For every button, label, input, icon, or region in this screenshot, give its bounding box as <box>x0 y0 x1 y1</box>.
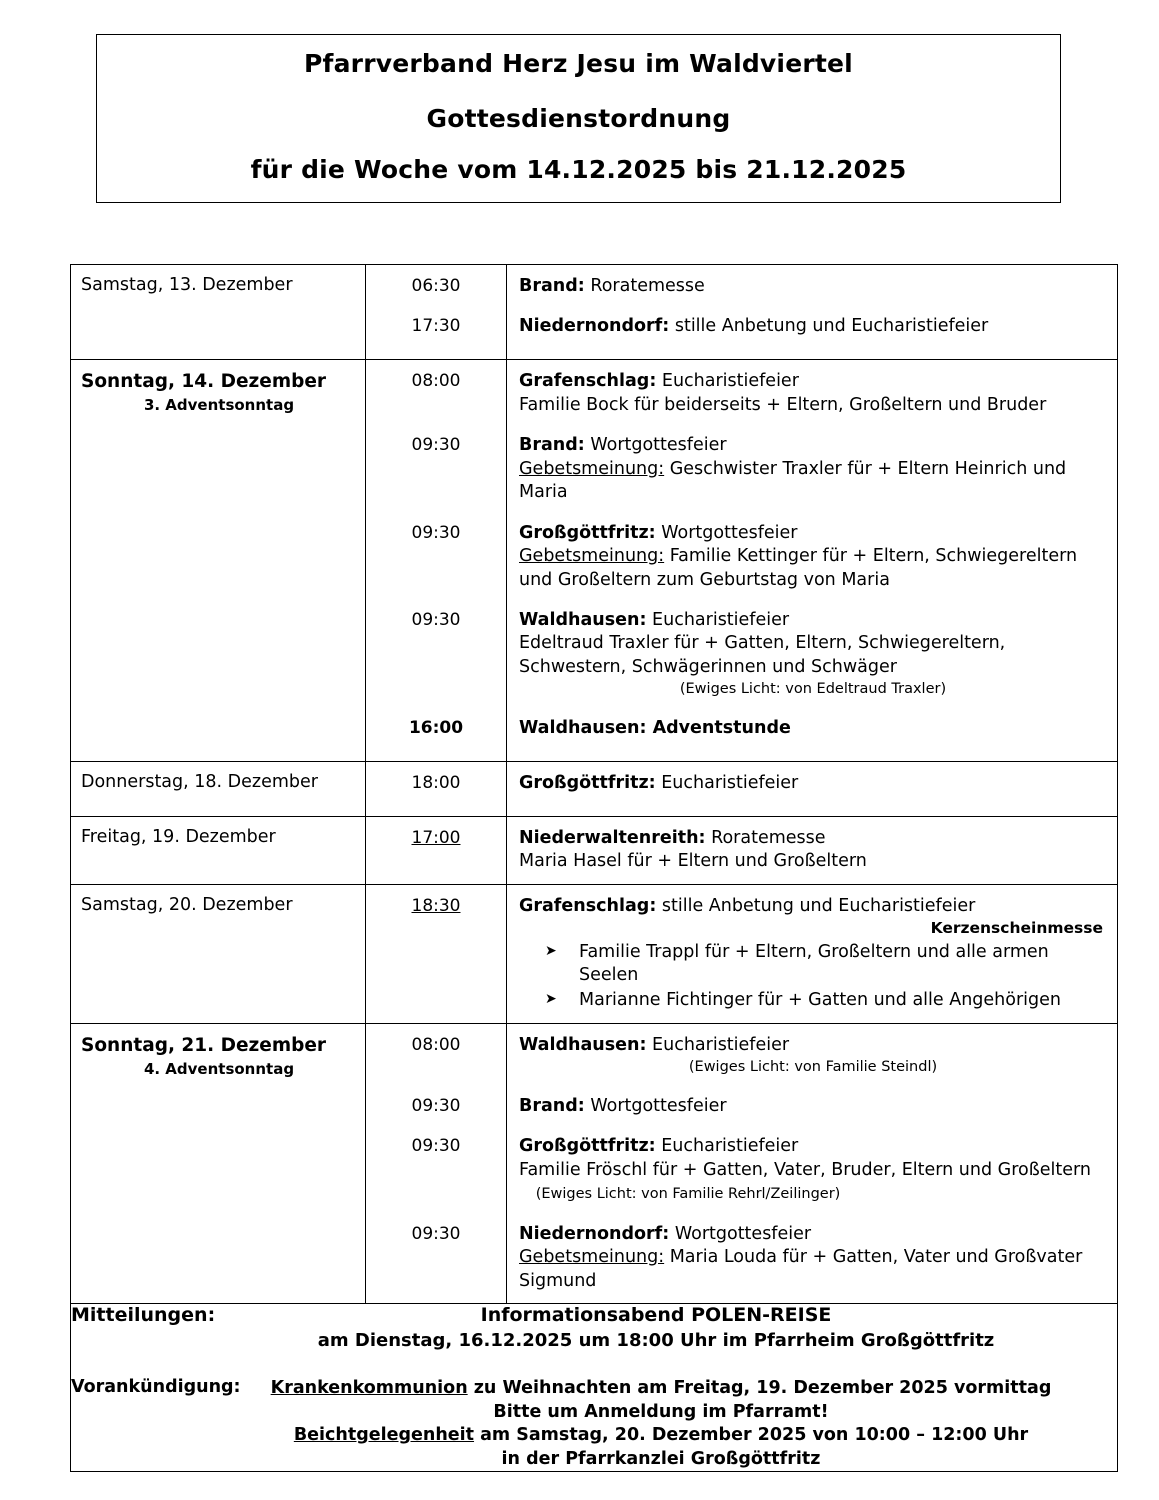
service-type: Wortgottesfeier <box>655 522 798 543</box>
spacer <box>507 592 1117 609</box>
service-subtitle: Kerzenscheinmesse <box>930 918 1103 937</box>
notice-main <box>246 1304 1066 1351</box>
service-type: Wortgottesfeier <box>669 1223 812 1244</box>
table-row <box>71 816 1118 884</box>
document-date-range: für die Woche vom 14.12.2025 bis 21.12.2025 <box>250 155 907 184</box>
day-cell <box>71 265 366 360</box>
spacer <box>507 1118 1117 1135</box>
service-place: Niedernondorf: <box>519 316 670 337</box>
spacer <box>507 1078 1117 1095</box>
service-entry <box>507 315 1117 338</box>
service-time: 18:30 <box>411 895 461 916</box>
day-label: Sonntag, 14. Dezember <box>81 371 327 393</box>
intention-text: Familie Fröschl für + Gatten, Vater, Bruder, Eltern und Großeltern (Ewiges Licht: von Familie Rehrl/Zeilinger) <box>519 1159 1091 1204</box>
day-label: Freitag, 19. Dezember <box>81 826 276 847</box>
notices-row <box>71 1303 1118 1472</box>
service-time: 09:30 <box>411 1223 461 1244</box>
announcement-line-3: Beichtgelegenheit am Samstag, 20. Dezember 2025 von 10:00 – 12:00 Uhr <box>293 1425 1029 1446</box>
service-time: 09:30 <box>411 435 461 456</box>
service-type: Eucharistiefeier <box>656 371 799 392</box>
table-row <box>71 265 1118 360</box>
time-cell <box>366 761 507 816</box>
time-cell <box>366 884 507 1024</box>
service-place: Waldhausen: <box>519 609 647 630</box>
intention-text: Edeltraud Traxler für + Gatten, Eltern, Schwiegereltern, Schwestern, Schwägerinnen und Schwäger <box>519 633 1006 677</box>
day-label: Sonntag, 21. Dezember <box>81 1035 327 1057</box>
intention-text: Maria Hasel für + Eltern und Großeltern <box>519 851 867 872</box>
service-time: 09:30 <box>411 1136 461 1157</box>
service-type: Eucharistiefeier <box>646 1035 790 1056</box>
service-type: Wortgottesfeier <box>584 1095 727 1116</box>
service-place-title: Waldhausen: Adventstunde <box>519 717 791 738</box>
service-entry <box>507 522 1117 592</box>
service-entry <box>507 1223 1117 1293</box>
intention-line <box>519 1246 1107 1293</box>
day-cell <box>71 360 366 761</box>
service-time: 09:30 <box>411 609 461 630</box>
list-item: ➤ Familie Trappl für + Eltern, Großeltern und alle armen Seelen <box>545 941 1107 988</box>
liturgical-day-label: 4. Adventsonntag <box>143 1059 295 1078</box>
notices-cell <box>71 1303 1118 1472</box>
eternal-light-note: (Ewiges Licht: von Edeltraud Traxler) <box>679 681 947 698</box>
day-label: Donnerstag, 18. Dezember <box>81 771 318 792</box>
announcement-line-4: in der Pfarrkanzlei Großgöttfritz <box>501 1448 821 1469</box>
service-entry <box>507 370 1117 417</box>
service-time: 17:00 <box>411 827 461 848</box>
spacer <box>507 417 1117 434</box>
service-place: Brand: <box>519 1095 585 1116</box>
service-time: 08:00 <box>411 1035 461 1056</box>
document-title: Gottesdienstordnung <box>426 104 731 133</box>
service-entry <box>507 1135 1117 1205</box>
intention-label: Gebetsmeinung: <box>519 546 665 567</box>
service-place: Großgöttfritz: <box>519 772 656 793</box>
service-entry <box>507 1034 1117 1078</box>
day-cell <box>71 884 366 1024</box>
notice-event-title: Informationsabend POLEN-REISE <box>480 1303 832 1326</box>
intention-label: Gebetsmeinung: <box>519 1247 665 1268</box>
eternal-light-note: (Ewiges Licht: von Familie Steindl) <box>688 1059 938 1076</box>
service-place: Grafenschlag: <box>519 895 657 916</box>
service-entry <box>507 772 1117 795</box>
table-row <box>71 1024 1118 1304</box>
service-time: 17:30 <box>411 316 461 337</box>
service-type: stille Anbetung und Eucharistiefeier <box>669 316 989 337</box>
announcement-line-1: Krankenkommunion zu Weihnachten am Freitag, 19. Dezember 2025 vormittag <box>270 1377 1052 1398</box>
intention-text: Familie Kettinger für + Eltern, Schwiegereltern und Großeltern zum Geburtstag von Maria <box>519 546 1078 590</box>
intention-line <box>519 458 1107 505</box>
service-type: Roratemesse <box>584 276 705 296</box>
time-cell <box>366 816 507 884</box>
spacer <box>507 1206 1117 1223</box>
intention-text: Familie Bock für beiderseits + Eltern, Großeltern und Bruder <box>519 394 1047 415</box>
service-place: Brand: <box>519 276 585 296</box>
document-header <box>96 34 1061 203</box>
day-cell <box>71 761 366 816</box>
spacer <box>507 505 1117 522</box>
service-type: Eucharistiefeier <box>655 1136 799 1157</box>
spacer <box>507 298 1117 315</box>
notices-heading: Mitteilungen: <box>71 1303 216 1326</box>
service-info-cell <box>507 761 1118 816</box>
service-info-cell <box>507 360 1118 761</box>
list-item: ➤ Marianne Fichtinger für + Gatten und alle Angehörigen <box>545 989 1107 1012</box>
day-cell <box>71 1024 366 1304</box>
day-cell <box>71 816 366 884</box>
service-info-cell <box>507 816 1118 884</box>
service-time: 06:30 <box>411 276 461 296</box>
service-info-cell <box>507 884 1118 1024</box>
eternal-light-note: (Ewiges Licht: von Familie Rehrl/Zeilinger) <box>535 1186 841 1203</box>
intention-line <box>519 545 1107 592</box>
service-info-cell <box>507 265 1118 360</box>
notice-event-details: am Dienstag, 16.12.2025 um 18:00 Uhr im Pfarrheim Großgöttfritz <box>317 1329 995 1351</box>
service-time: 18:00 <box>411 772 461 793</box>
service-entry <box>507 717 1117 740</box>
service-place: Großgöttfritz: <box>519 522 656 543</box>
schedule-body <box>71 265 1118 1472</box>
service-info-cell <box>507 1024 1118 1304</box>
time-cell <box>366 265 507 360</box>
spacer <box>507 700 1117 717</box>
intention-bullet-list <box>519 941 1107 1012</box>
day-label: Samstag, 13. Dezember <box>81 275 293 295</box>
service-entry <box>507 275 1117 298</box>
announcement-body <box>261 1377 1061 1472</box>
service-entry <box>507 827 1117 874</box>
table-row <box>71 884 1118 1024</box>
service-schedule-table <box>70 264 1118 1472</box>
service-place: Niederwaltenreith: <box>519 827 706 848</box>
intention-text: Geschwister Traxler für + Eltern Heinrich und Maria <box>519 458 1067 503</box>
service-place: Grafenschlag: <box>519 371 657 392</box>
service-place: Großgöttfritz: <box>519 1136 656 1157</box>
service-entry <box>507 609 1117 700</box>
service-entry <box>507 895 1117 1013</box>
service-type: Eucharistiefeier <box>646 609 790 630</box>
service-place: Waldhausen: <box>519 1035 647 1056</box>
service-type: Eucharistiefeier <box>655 772 799 793</box>
announcement-heading: Vorankündigung: <box>71 1376 241 1397</box>
table-row <box>71 360 1118 761</box>
intention-text: Maria Louda für + Gatten, Vater und Großvater Sigmund <box>519 1247 1083 1291</box>
parish-title: Pfarrverband Herz Jesu im Waldviertel <box>304 49 853 78</box>
service-type: stille Anbetung und Eucharistiefeier <box>656 895 976 916</box>
intention-label: Gebetsmeinung: <box>519 458 665 479</box>
service-type: Roratemesse <box>705 827 826 848</box>
time-cell <box>366 360 507 761</box>
service-entry <box>507 434 1117 504</box>
liturgical-day-label: 3. Adventsonntag <box>143 396 295 415</box>
service-entry <box>507 1095 1117 1118</box>
service-time: 09:30 <box>411 1095 461 1116</box>
service-type: Wortgottesfeier <box>584 435 727 456</box>
announcement-line-2: Bitte um Anmeldung im Pfarramt! <box>493 1401 829 1422</box>
day-label: Samstag, 20. Dezember <box>81 894 293 915</box>
service-time: 09:30 <box>411 522 461 543</box>
service-place: Brand: <box>519 435 585 456</box>
service-time: 16:00 <box>408 717 464 738</box>
time-cell <box>366 1024 507 1304</box>
table-row <box>71 761 1118 816</box>
announcement-block <box>71 1377 1117 1472</box>
service-place: Niedernondorf: <box>519 1223 670 1244</box>
service-time: 08:00 <box>411 371 461 392</box>
